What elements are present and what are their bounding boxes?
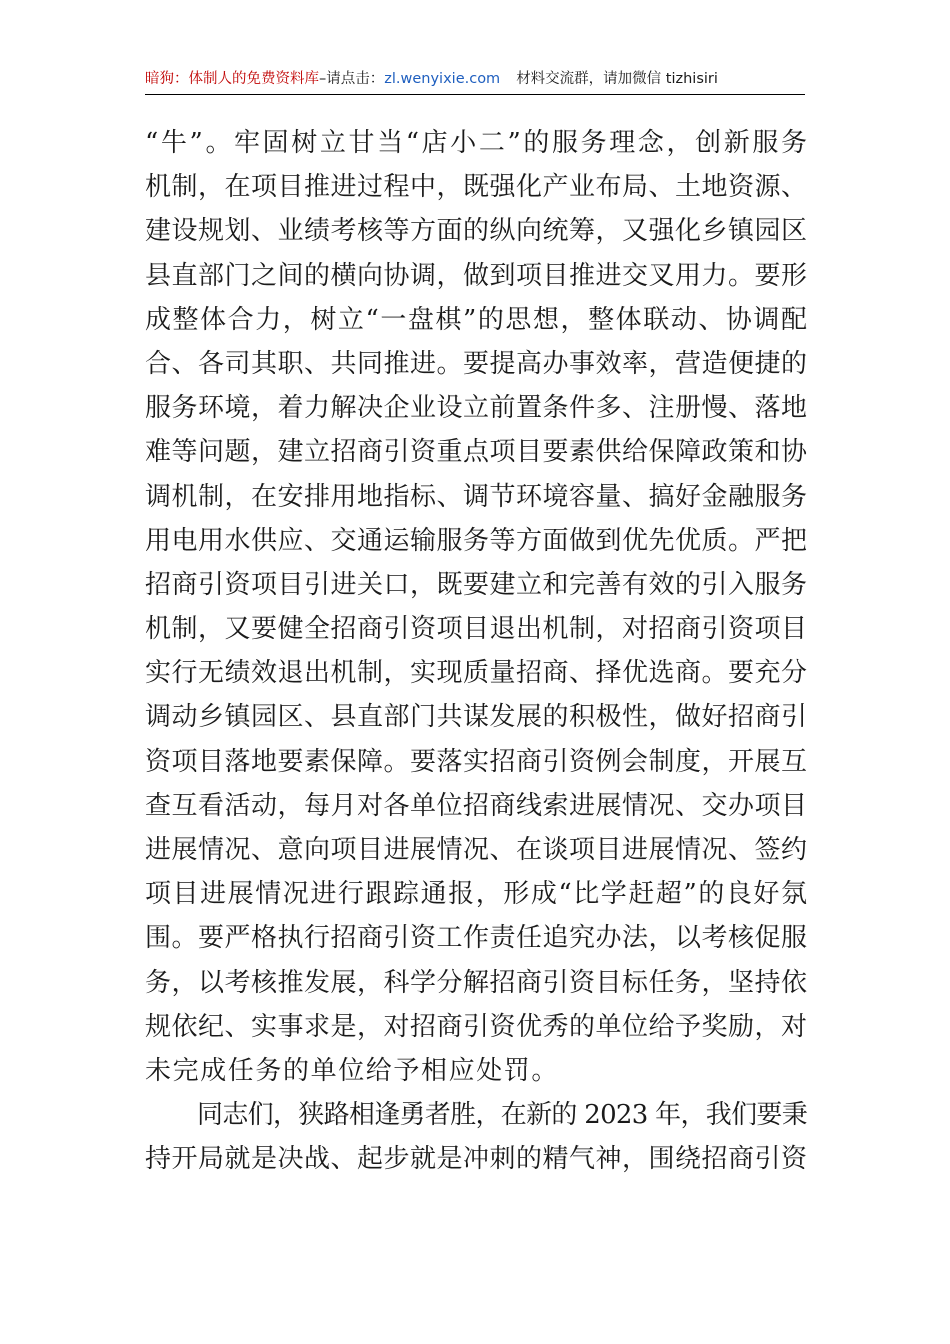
document-body	[145, 122, 807, 1183]
paragraph-1	[145, 122, 807, 1094]
text-line: “牛”。牢固树立甘当“店小二”的服务理念，创新服务	[145, 128, 807, 158]
text-line: 围。要严格执行招商引资工作责任追究办法，以考核促服	[145, 923, 807, 954]
paragraph-2	[145, 1094, 807, 1182]
text-line: 机制，又要健全招商引资项目退出机制，对招商引资项目	[145, 614, 807, 645]
text-line: 持开局就是决战、起步就是冲刺的精气神，围绕招商引资	[145, 1144, 807, 1175]
text-line: 未完成任务的单位给予相应处罚。	[145, 1055, 560, 1086]
header-url-link[interactable]: zl.wenyixie.com	[384, 71, 501, 87]
header-contact-info: 材料交流群，请加微信 tizhisiri	[516, 71, 718, 87]
text-line: 规依纪、实事求是，对招商引资优秀的单位给予奖励，对	[145, 1011, 807, 1042]
text-line: 同志们，狭路相逢勇者胜，在新的 2023 年，我们要秉	[197, 1100, 807, 1131]
text-line: 用电用水供应、交通运输服务等方面做到优先优质。严把	[145, 525, 807, 556]
text-line: 务，以考核推发展，科学分解招商引资目标任务，坚持依	[145, 967, 807, 998]
text-line: 查互看活动，每月对各单位招商线索进展情况、交办项目	[145, 790, 807, 821]
text-line: 实行无绩效退出机制，实现质量招商、择优选商。要充分	[145, 658, 807, 689]
text-line: 合、各司其职、共同推进。要提高办事效率，营造便捷的	[145, 348, 807, 379]
text-line: 机制，在项目推进过程中，既强化产业布局、土地资源、	[145, 172, 807, 203]
text-line: 进展情况、意向项目进展情况、在谈项目进展情况、签约	[145, 835, 807, 865]
text-line: 服务环境，着力解决企业设立前置条件多、注册慢、落地	[145, 393, 807, 424]
text-line: 县直部门之间的横向协调，做到项目推进交叉用力。要形	[145, 260, 807, 291]
text-line: 资项目落地要素保障。要落实招商引资例会制度，开展互	[145, 746, 807, 777]
text-line: 建设规划、业绩考核等方面的纵向统筹，又强化乡镇园区	[145, 216, 807, 247]
text-line: 成整体合力，树立“一盘棋”的思想，整体联动、协调配	[145, 304, 807, 335]
text-line: 项目进展情况进行跟踪通报，形成“比学赶超”的良好氛	[145, 879, 807, 910]
header-click-label: –请点击：	[319, 71, 385, 87]
page-header	[145, 68, 805, 95]
text-line: 调动乡镇园区、县直部门共谋发展的积极性，做好招商引	[145, 702, 807, 733]
text-line: 调机制，在安排用地指标、调节环境容量、搞好金融服务	[145, 481, 807, 512]
text-line: 难等问题，建立招商引资重点项目要素供给保障政策和协	[145, 437, 807, 468]
text-line: 招商引资项目引进关口，既要建立和完善有效的引入服务	[145, 569, 807, 600]
header-watermark-label: 暗狗：体制人的免费资料库	[145, 71, 319, 87]
